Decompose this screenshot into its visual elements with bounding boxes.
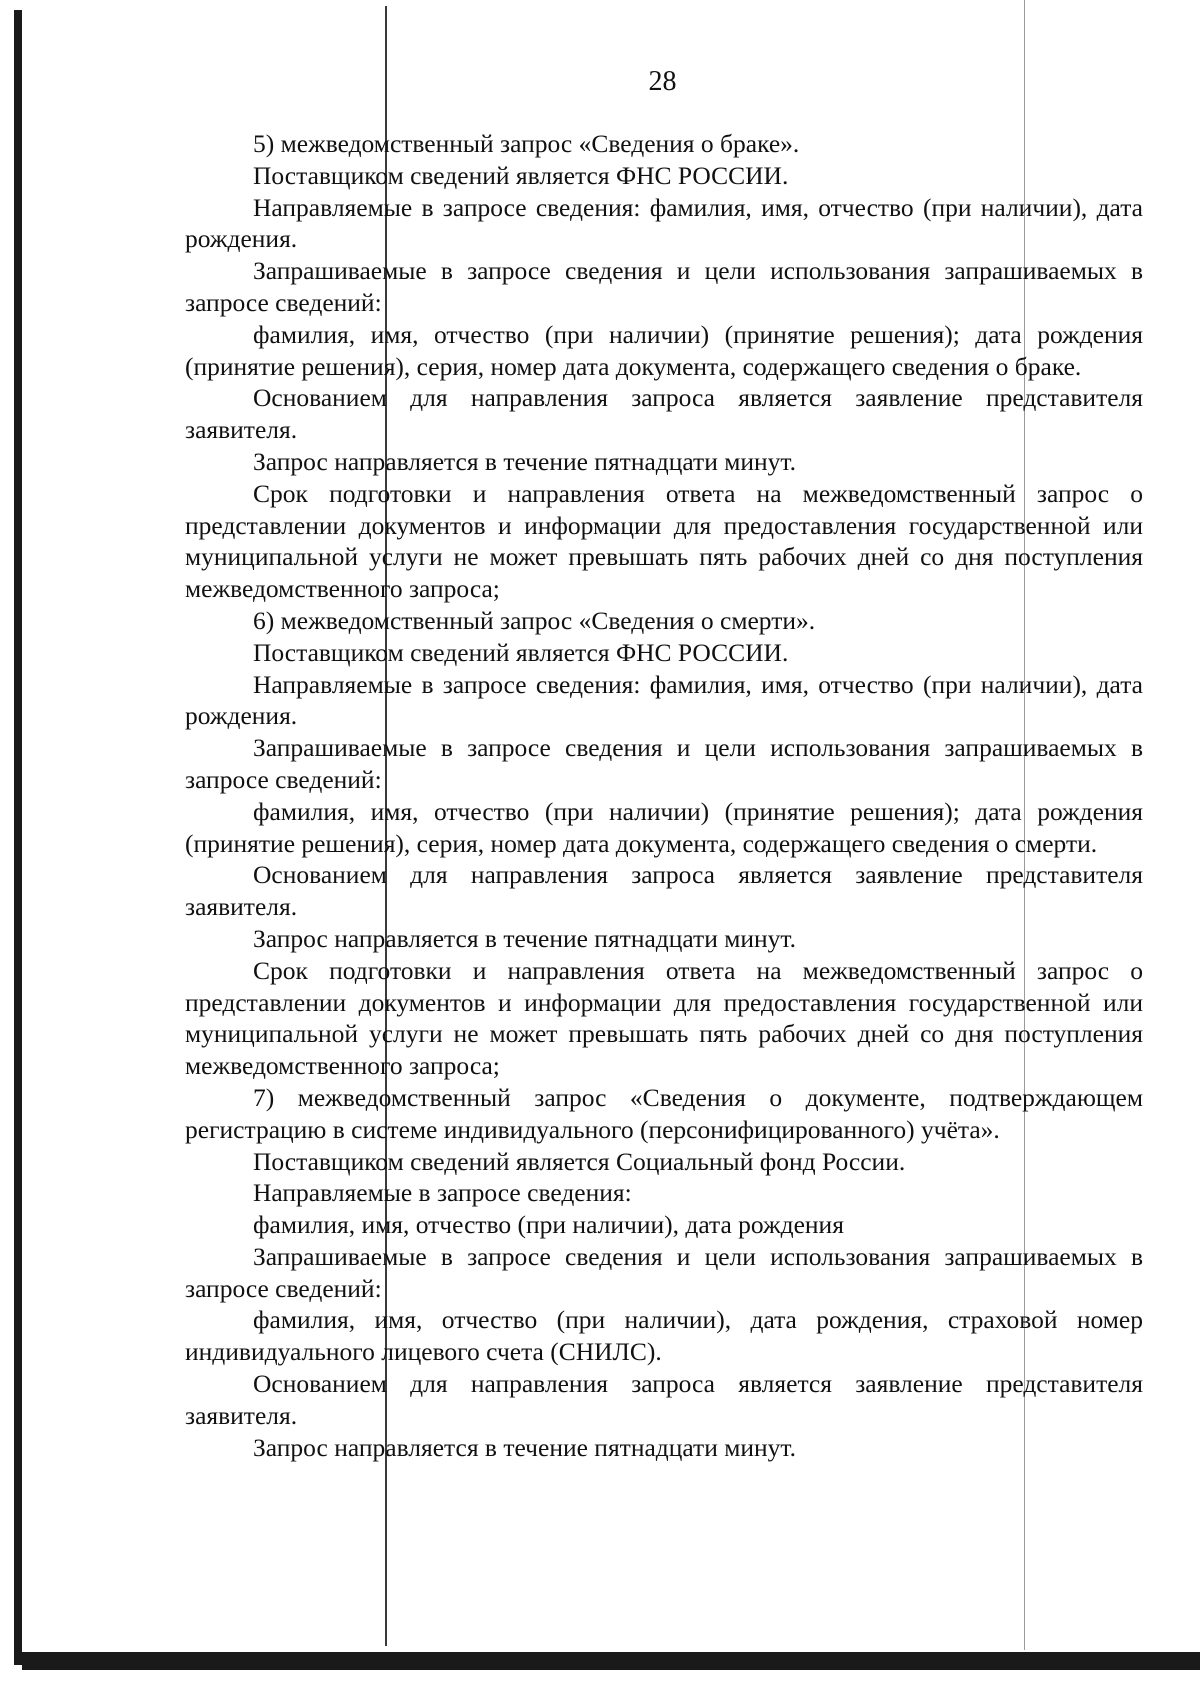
paragraph: Запрос направляется в течение пятнадцати минут. bbox=[253, 923, 797, 953]
paragraph: Запрашиваемые в запросе сведения и цели использования запрашиваемых в запросе сведений: bbox=[185, 733, 1143, 794]
paragraph: Поставщиком сведений является ФНС РОССИИ. bbox=[253, 637, 789, 667]
paragraph: Направляемые в запросе сведения: фамилия, имя, отчество (при наличии), дата рождения. bbox=[185, 192, 1143, 254]
paragraph: Основанием для направления запроса является заявление представителя заявителя. bbox=[185, 383, 1143, 445]
paragraph: фамилия, имя, отчество (при наличии), дата рождения, страховой номер индивидуального лицевого счета (СНИЛС). bbox=[185, 1305, 1143, 1367]
paragraph: фамилия, имя, отчество (при наличии) (принятие решения); дата рождения (принятие решения), серия, номер дата документа, содержащего сведения о смерти. bbox=[185, 796, 1143, 858]
paragraph: Основанием для направления запроса является заявление представителя заявителя. bbox=[185, 1369, 1143, 1430]
paragraph: фамилия, имя, отчество (при наличии) (принятие решения); дата рождения (принятие решения), серия, номер дата документа, содержащего сведения о браке. bbox=[185, 319, 1143, 381]
paragraph: Срок подготовки и направления ответа на межведомственный запрос о представлении документов и информации для предоставления государственной или муниципальной услуги не может превышать пять рабочих дней со дня поступления межведомственного запроса; bbox=[185, 478, 1143, 604]
paragraph: Запрашиваемые в запросе сведения и цели использования запрашиваемых в запросе сведений: bbox=[185, 1241, 1143, 1303]
paragraph: 5) межведомственный запрос «Сведения о браке». bbox=[253, 129, 800, 158]
paragraph: 6) межведомственный запрос «Сведения о смерти». bbox=[253, 605, 816, 635]
paragraph: Срок подготовки и направления ответа на межведомственный запрос о представлении документов и информации для предоставления государственной или муниципальной услуги не может превышать пять рабочих дней со дня поступления межведомственного запроса; bbox=[185, 955, 1143, 1081]
paragraph: 7) межведомственный запрос «Сведения о документе, подтверждающем регистрацию в системе индивидуального (персонифицированного) учёта». bbox=[185, 1082, 1143, 1144]
paragraph: Запрос направляется в течение пятнадцати минут. bbox=[253, 446, 797, 476]
paragraph: Запрашиваемые в запросе сведения и цели использования запрашиваемых в запросе сведений: bbox=[185, 256, 1143, 317]
paragraph: Запрос направляется в течение пятнадцати минут. bbox=[253, 1432, 797, 1462]
page-number: 28 bbox=[648, 66, 677, 97]
paragraph: Поставщиком сведений является Социальный фонд России. bbox=[253, 1146, 906, 1176]
paragraph: фамилия, имя, отчество (при наличии), дата рождения bbox=[253, 1210, 844, 1240]
paragraph: Основанием для направления запроса является заявление представителя заявителя. bbox=[185, 860, 1143, 922]
paragraph: Направляемые в запросе сведения: фамилия, имя, отчество (при наличии), дата рождения. bbox=[185, 669, 1143, 731]
scan-border-left bbox=[14, 10, 22, 1665]
scan-border-bottom bbox=[22, 1652, 1200, 1670]
paragraph: Поставщиком сведений является ФНС РОССИИ. bbox=[253, 160, 789, 190]
paragraph: Направляемые в запросе сведения: bbox=[253, 1178, 632, 1208]
document-body bbox=[185, 128, 1143, 1463]
